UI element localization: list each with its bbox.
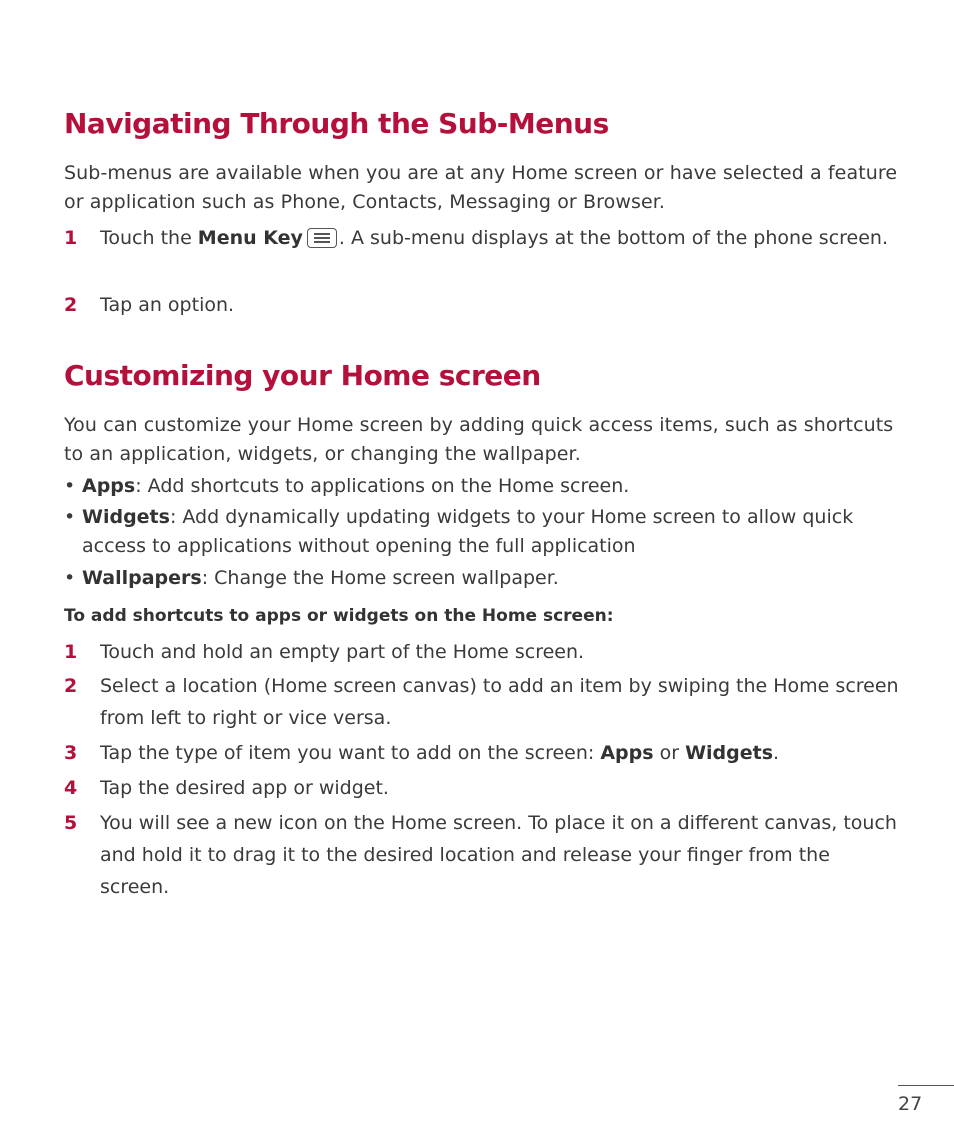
step-text: Touch and hold an empty part of the Home screen. [100, 641, 585, 663]
bullet-dot: • [64, 567, 76, 589]
bullet-apps: • Apps: Add shortcuts to applications on the Home screen. [64, 472, 900, 501]
step-number: 1 [64, 641, 78, 663]
step-text: Tap an option. [100, 294, 235, 316]
page-number: 27 [898, 1093, 923, 1115]
bullet-dot: • [64, 506, 76, 528]
bullet-wallpapers: • Wallpapers: Change the Home screen wallpaper. [64, 564, 900, 593]
bullet-dot: • [64, 475, 76, 497]
step-text: Tap the desired app or widget. [100, 777, 389, 799]
section-intro-customizing: You can customize your Home screen by adding quick access items, such as shortcuts to an application, widgets, or changing the wallpaper. [64, 414, 894, 465]
step-number: 2 [64, 675, 78, 697]
shortcut-step-1 [64, 636, 900, 668]
footer-divider [898, 1085, 954, 1086]
step-number: 3 [64, 742, 78, 764]
step-number: 1 [64, 227, 78, 249]
bullet-widgets: • Widgets: Add dynamically updating widgets to your Home screen to allow quick access to applications without opening the full application [64, 503, 900, 561]
step-text: You will see a new icon on the Home screen. To place it on a different canvas, touch and hold it to drag it to the desired location and release your finger from the screen. [100, 812, 897, 898]
section-title-sub-menus: Navigating Through the Sub-Menus [64, 107, 609, 140]
step-text: Touch the Menu Key . A sub-menu displays at the bottom of the phone screen. [100, 227, 889, 249]
sub-menu-step-1 [64, 222, 900, 254]
step-text: Tap the type of item you want to add on the screen: Apps or Widgets. [100, 742, 780, 764]
shortcut-step-2 [64, 670, 900, 734]
step-number: 2 [64, 294, 78, 316]
sub-menu-step-2 [64, 289, 900, 321]
shortcut-step-4 [64, 772, 900, 804]
shortcut-step-5 [64, 807, 900, 903]
menu-key-icon [307, 228, 337, 248]
shortcut-step-3 [64, 737, 900, 769]
step-number: 4 [64, 777, 78, 799]
step-text: Select a location (Home screen canvas) to add an item by swiping the Home screen from left to right or vice versa. [100, 675, 899, 729]
shortcuts-subheading: To add shortcuts to apps or widgets on the Home screen: [64, 606, 614, 626]
section-title-customizing: Customizing your Home screen [64, 359, 541, 392]
section-intro-sub-menus: Sub-menus are available when you are at any Home screen or have selected a feature or application such as Phone, Contacts, Messaging or Browser. [64, 162, 898, 213]
step-number: 5 [64, 812, 78, 834]
